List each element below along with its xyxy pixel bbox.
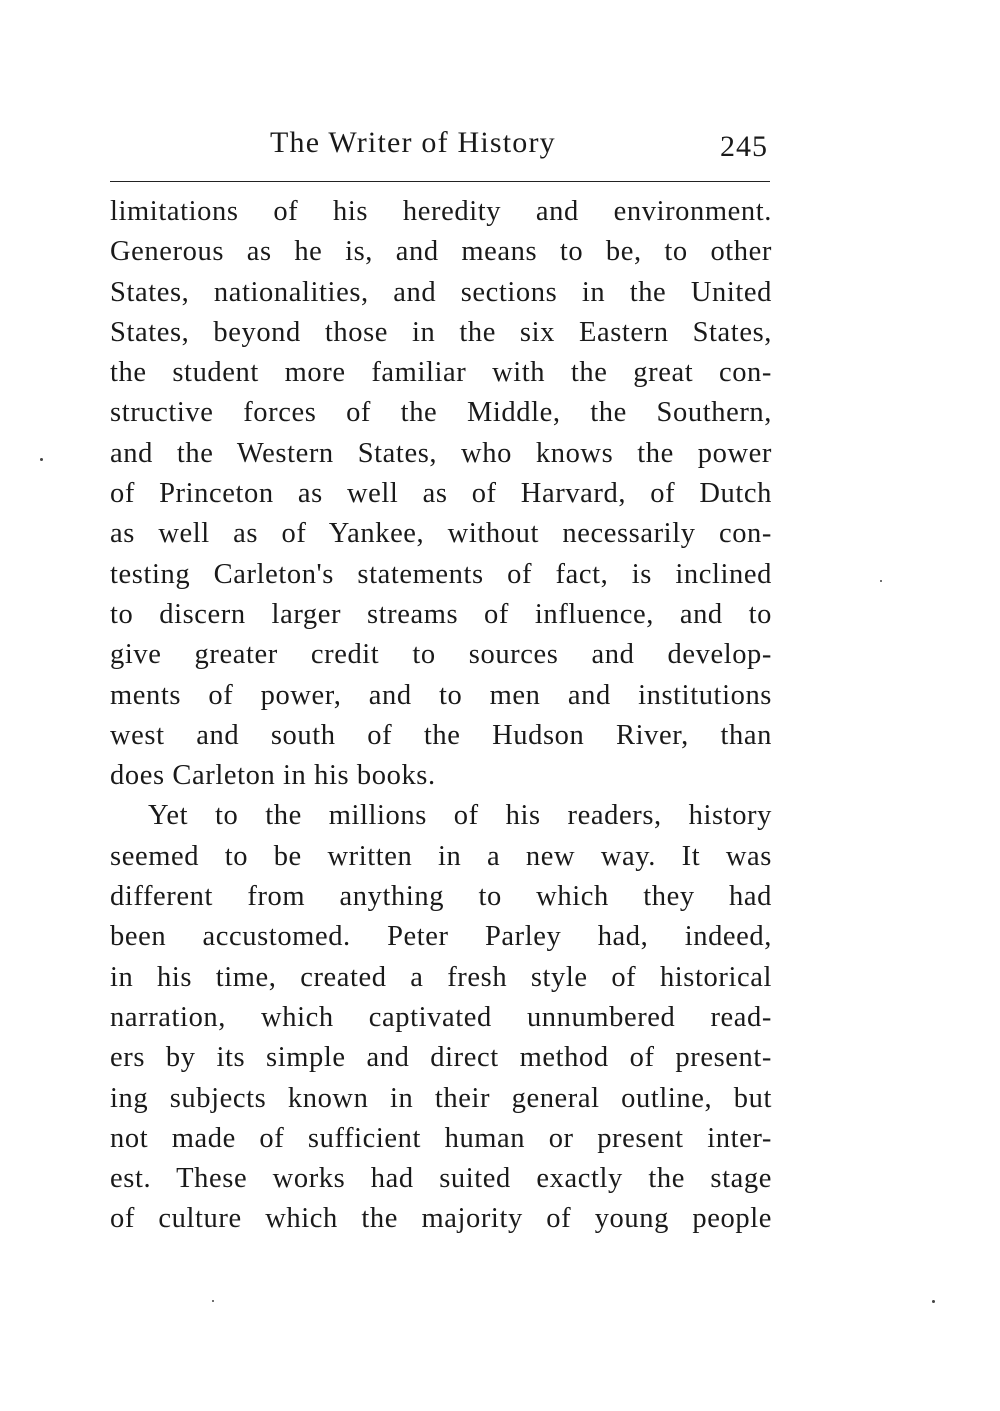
text-line: of culture which the majority of young people <box>110 1203 772 1235</box>
text-line: Generous as he is, and means to be, to other <box>110 236 772 268</box>
text-line: testing Carleton's statements of fact, is inclined <box>110 558 772 590</box>
text-line: est. These works had suited exactly the stage <box>110 1163 772 1195</box>
scan-speck <box>880 580 882 582</box>
text-line: Yet to the millions of his readers, history <box>148 800 772 832</box>
text-line: to discern larger streams of influence, and to <box>110 598 772 630</box>
header-rule <box>110 181 770 182</box>
text-line: not made of sufficient human or present inter- <box>110 1122 772 1154</box>
body-text <box>110 192 772 1240</box>
text-line: been accustomed. Peter Parley had, indeed, <box>110 921 772 953</box>
text-line: west and south of the Hudson River, than <box>110 719 772 751</box>
text-line: ing subjects known in their general outline, but <box>110 1082 772 1114</box>
text-line: ers by its simple and direct method of present- <box>110 1042 772 1074</box>
paragraph-1 <box>110 192 772 796</box>
page-header <box>110 122 772 172</box>
running-title: The Writer of History <box>270 126 556 159</box>
text-line: different from anything to which they had <box>110 881 772 913</box>
text-line: States, beyond those in the six Eastern States, <box>110 316 772 348</box>
scan-speck <box>212 1300 214 1302</box>
text-line: seemed to be written in a new way. It was <box>110 840 772 872</box>
text-line: give greater credit to sources and develop- <box>110 639 772 671</box>
scan-speck <box>40 458 43 461</box>
text-line: ments of power, and to men and institutions <box>110 679 772 711</box>
text-line: structive forces of the Middle, the Southern, <box>110 397 772 429</box>
text-line: as well as of Yankee, without necessarily con- <box>110 518 772 550</box>
scan-speck <box>932 1300 935 1303</box>
text-line: in his time, created a fresh style of historical <box>110 961 772 993</box>
text-line: of Princeton as well as of Harvard, of Dutch <box>110 478 772 510</box>
text-line: limitations of his heredity and environment. <box>110 196 772 227</box>
text-line: narration, which captivated unnumbered read- <box>110 1001 772 1033</box>
text-line: the student more familiar with the great con- <box>110 357 772 389</box>
page-number: 245 <box>720 130 768 163</box>
text-line: States, nationalities, and sections in the United <box>110 276 772 308</box>
text-line: and the Western States, who knows the power <box>110 437 772 469</box>
paragraph-2 <box>110 796 772 1239</box>
text-line: does Carleton in his books. <box>110 760 436 792</box>
